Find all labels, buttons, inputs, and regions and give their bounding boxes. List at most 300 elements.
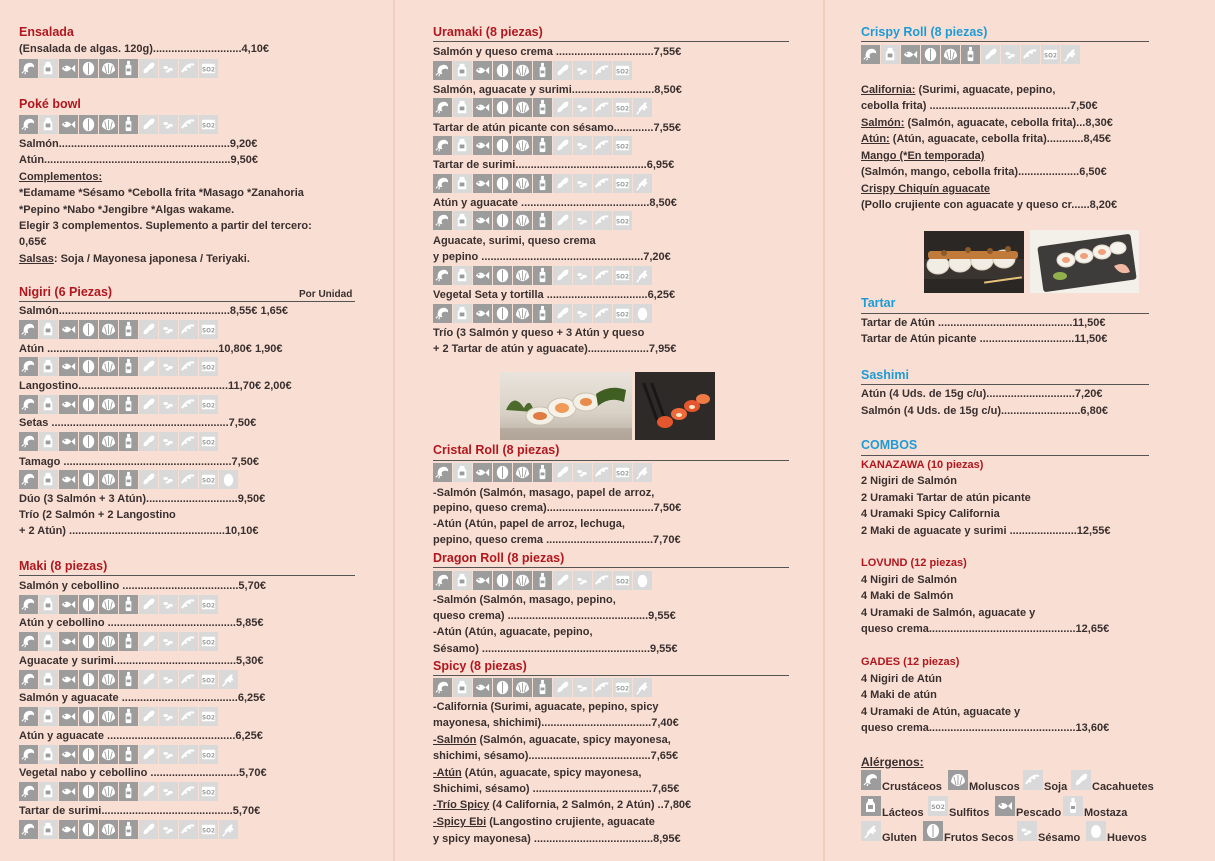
- pescado-icon: [473, 266, 492, 285]
- alergenos-title: Alérgenos:: [861, 755, 924, 769]
- allergen-icon-row: [433, 266, 652, 285]
- gluten-icon: [1061, 45, 1080, 64]
- complementos-text: 0,65€: [19, 236, 47, 248]
- frutos-secos-icon: [79, 470, 98, 489]
- menu-item: Trío (3 Salmón y queso + 3 Atún y queso: [433, 327, 645, 339]
- soja-icon: [179, 707, 198, 726]
- moluscos-icon: [99, 820, 118, 839]
- mostaza-icon: [119, 357, 138, 376]
- crispy-roll-photo: [924, 231, 1024, 293]
- mostaza-icon: [533, 304, 552, 323]
- mostaza-icon: [119, 395, 138, 414]
- complementos-text: *Edamame *Sésamo *Cebolla frita *Masago *Zanahoria: [19, 187, 304, 199]
- gluten-icon: [633, 463, 652, 482]
- soja-icon: [179, 59, 198, 78]
- moluscos-icon: [99, 470, 118, 489]
- crustaceos-icon: [19, 357, 38, 376]
- sesamo-icon: [159, 632, 178, 651]
- sulfitos-icon: [199, 632, 218, 651]
- combo-line: 4 Uramaki Spicy California: [861, 508, 1000, 520]
- moluscos-icon: [99, 115, 118, 134]
- sulfitos-icon: [613, 266, 632, 285]
- crustaceos-icon: [861, 770, 881, 790]
- sesamo-icon: [573, 136, 592, 155]
- soja-icon: [179, 432, 198, 451]
- crustaceos-icon: [433, 571, 452, 590]
- sushi-photo: [635, 372, 715, 440]
- soja-icon: [1021, 45, 1040, 64]
- frutos-secos-icon: [79, 632, 98, 651]
- menu-item: Aguacate, surimi, queso crema: [433, 235, 596, 247]
- moluscos-icon: [513, 304, 532, 323]
- allergen-icon-row: [433, 678, 652, 697]
- sulfitos-icon: [199, 820, 218, 839]
- mostaza-icon: [533, 463, 552, 482]
- cacahuetes-icon: [553, 61, 572, 80]
- svg-text:SO2: SO2: [202, 828, 215, 835]
- moluscos-icon: [99, 59, 118, 78]
- gluten-icon: [219, 670, 238, 689]
- divider: [433, 567, 789, 568]
- cacahuetes-icon: [139, 470, 158, 489]
- sesamo-icon: [159, 115, 178, 134]
- sesamo-icon: [1001, 45, 1020, 64]
- lacteos-icon: [453, 571, 472, 590]
- sesamo-icon: [573, 571, 592, 590]
- cacahuetes-icon: [139, 782, 158, 801]
- soja-icon: [593, 678, 612, 697]
- cacahuetes-icon: [139, 595, 158, 614]
- lacteos-icon: [39, 670, 58, 689]
- menu-item: Tartar de surimi...........................................6,95€: [433, 159, 675, 171]
- menu-item: y pepino .....................................................7,20€: [433, 251, 671, 263]
- gluten-icon: [633, 174, 652, 193]
- section-title-sashimi: Sashimi: [861, 368, 909, 382]
- allergen-icon-row: [19, 820, 238, 839]
- combo-line: 4 Uramaki de Salmón, aguacate y: [861, 607, 1036, 619]
- crustaceos-icon: [19, 707, 38, 726]
- menu-item: shichimi, sésamo)........................................7,65€: [433, 750, 679, 762]
- pescado-icon: [473, 678, 492, 697]
- menu-item: -Atún (Atún, aguacate, pepino,: [433, 626, 593, 638]
- combo-line: 2 Nigiri de Salmón: [861, 475, 957, 487]
- pescado-icon: [473, 463, 492, 482]
- sesamo-icon: [159, 320, 178, 339]
- soja-icon: [179, 595, 198, 614]
- menu-item: Atún ........................................................10,80€ 1,90€: [19, 343, 283, 355]
- mostaza-icon: [533, 266, 552, 285]
- sesamo-icon: [573, 61, 592, 80]
- legend-label: Sésamo: [1038, 832, 1081, 844]
- menu-item: -Salmón (Salmón, masago, papel de arroz,: [433, 487, 655, 499]
- lacteos-icon: [39, 357, 58, 376]
- menu-item: Vegetal Seta y tortilla .................................6,25€: [433, 289, 676, 301]
- mostaza-icon: [119, 115, 138, 134]
- moluscos-icon: [513, 136, 532, 155]
- crustaceos-icon: [19, 745, 38, 764]
- sesamo-icon: [159, 595, 178, 614]
- pescado-icon: [59, 782, 78, 801]
- menu-item: (Pollo crujiente con aguacate y queso cr......8,20€: [861, 199, 1118, 211]
- frutos-secos-icon: [493, 98, 512, 117]
- sulfitos-icon: [613, 463, 632, 482]
- svg-text:SO2: SO2: [202, 478, 215, 485]
- combo-title-lovund: LOVUND (12 piezas): [861, 557, 967, 569]
- allergen-icon-row: [19, 745, 218, 764]
- menu-item: Atún y aguacate ..........................................6,25€: [19, 730, 263, 742]
- menu-item: mayonesa, shichimi)....................................7,40€: [433, 717, 679, 729]
- menu-item: Tartar de atún picante con sésamo.............7,55€: [433, 122, 681, 134]
- legend-label: Lácteos: [882, 807, 924, 819]
- frutos-secos-icon: [493, 571, 512, 590]
- crustaceos-icon: [19, 115, 38, 134]
- pescado-icon: [59, 595, 78, 614]
- pescado-icon: [473, 174, 492, 193]
- frutos-secos-icon: [493, 61, 512, 80]
- svg-text:SO2: SO2: [616, 219, 629, 226]
- menu-item: -Salmón (Salmón, aguacate, spicy mayonesa,: [433, 734, 671, 746]
- frutos-secos-icon: [493, 266, 512, 285]
- sesamo-icon: [159, 59, 178, 78]
- frutos-secos-icon: [79, 115, 98, 134]
- menu-item: Atún (4 Uds. de 15g c/u).............................7,20€: [861, 388, 1103, 400]
- sulfitos-icon: [613, 98, 632, 117]
- menu-item: Tartar de Atún ............................................11,50€: [861, 317, 1106, 329]
- pescado-icon: [59, 115, 78, 134]
- crustaceos-icon: [433, 304, 452, 323]
- moluscos-icon: [513, 174, 532, 193]
- huevos-icon: [1086, 821, 1106, 841]
- lacteos-icon: [453, 678, 472, 697]
- moluscos-icon: [513, 266, 532, 285]
- svg-text:SO2: SO2: [616, 312, 629, 319]
- menu-item: Dúo (3 Salmón + 3 Atún)..............................9,50€: [19, 493, 266, 505]
- menu-item: + 2 Atún) ...................................................10,10€: [19, 525, 259, 537]
- allergen-icon-row: [433, 174, 652, 193]
- mostaza-icon: [119, 707, 138, 726]
- sulfitos-icon: [199, 59, 218, 78]
- sulfitos-icon: [199, 395, 218, 414]
- svg-text:SO2: SO2: [202, 365, 215, 372]
- crustaceos-icon: [433, 61, 452, 80]
- lacteos-icon: [453, 211, 472, 230]
- mostaza-icon: [533, 174, 552, 193]
- svg-text:SO2: SO2: [202, 715, 215, 722]
- pescado-icon: [59, 707, 78, 726]
- crustaceos-icon: [433, 678, 452, 697]
- svg-text:SO2: SO2: [202, 67, 215, 74]
- soja-icon: [179, 745, 198, 764]
- allergen-icon-row: [433, 463, 652, 482]
- svg-text:SO2: SO2: [202, 328, 215, 335]
- lacteos-icon: [861, 796, 881, 816]
- sesamo-icon: [573, 678, 592, 697]
- cacahuetes-icon: [139, 632, 158, 651]
- pescado-icon: [59, 432, 78, 451]
- sesamo-icon: [573, 266, 592, 285]
- mostaza-icon: [119, 632, 138, 651]
- cacahuetes-icon: [553, 304, 572, 323]
- pescado-icon: [995, 796, 1015, 816]
- legend-label: Pescado: [1016, 807, 1062, 819]
- complementos-text: Elegir 3 complementos. Suplemento a partir del tercero:: [19, 220, 312, 232]
- gluten-icon: [633, 98, 652, 117]
- section-title-cristal-roll: Cristal Roll (8 piezas): [433, 443, 560, 457]
- lacteos-icon: [39, 432, 58, 451]
- svg-text:SO2: SO2: [1044, 53, 1057, 60]
- menu-item: California: (Surimi, aguacate, pepino,: [861, 84, 1056, 96]
- moluscos-icon: [948, 770, 968, 790]
- pescado-icon: [59, 470, 78, 489]
- legend-label: Huevos: [1107, 832, 1147, 844]
- cacahuetes-icon: [981, 45, 1000, 64]
- pescado-icon: [473, 304, 492, 323]
- frutos-secos-icon: [79, 432, 98, 451]
- menu-item: -Atún (Atún, aguacate, spicy mayonesa,: [433, 767, 642, 779]
- sesamo-icon: [159, 470, 178, 489]
- menu-item: Atún.............................................................9,50€: [19, 154, 258, 166]
- cacahuetes-icon: [553, 98, 572, 117]
- crustaceos-icon: [19, 432, 38, 451]
- combo-line: 4 Nigiri de Salmón: [861, 574, 957, 586]
- allergen-icon-row: [19, 782, 218, 801]
- lacteos-icon: [453, 304, 472, 323]
- cacahuetes-icon: [553, 174, 572, 193]
- frutos-secos-icon: [79, 59, 98, 78]
- allergen-icon-row: [861, 45, 1080, 64]
- svg-text:SO2: SO2: [616, 144, 629, 151]
- mostaza-icon: [119, 745, 138, 764]
- menu-item: Aguacate y surimi........................................5,30€: [19, 655, 264, 667]
- sulfitos-icon: [199, 320, 218, 339]
- divider: [433, 460, 789, 461]
- sesamo-icon: [159, 395, 178, 414]
- pescado-icon: [59, 59, 78, 78]
- crustaceos-icon: [861, 45, 880, 64]
- mostaza-icon: [533, 136, 552, 155]
- cacahuetes-icon: [139, 115, 158, 134]
- sulfitos-icon: [199, 357, 218, 376]
- mostaza-icon: [119, 595, 138, 614]
- svg-text:SO2: SO2: [202, 603, 215, 610]
- sulfitos-icon: [613, 571, 632, 590]
- crustaceos-icon: [19, 632, 38, 651]
- soja-icon: [593, 174, 612, 193]
- menu-item: + 2 Tartar de atún y aguacate)....................7,95€: [433, 343, 677, 355]
- soja-icon: [593, 571, 612, 590]
- menu-item: Salmón........................................................9,20€: [19, 138, 258, 150]
- gluten-icon: [633, 678, 652, 697]
- menu-item: Salmón (4 Uds. de 15g c/u)..........................6,80€: [861, 405, 1108, 417]
- complementos-title: Complementos:: [19, 171, 103, 183]
- crustaceos-icon: [433, 174, 452, 193]
- cacahuetes-icon: [553, 678, 572, 697]
- menu-item: Salmón, aguacate y surimi...........................8,50€: [433, 84, 682, 96]
- sulfitos-icon: [613, 678, 632, 697]
- frutos-secos-icon: [921, 45, 940, 64]
- divider: [861, 313, 1149, 314]
- allergen-icon-row: [433, 211, 632, 230]
- sulfitos-icon: [613, 304, 632, 323]
- svg-text:SO2: SO2: [202, 123, 215, 130]
- moluscos-icon: [99, 357, 118, 376]
- sesamo-icon: [159, 707, 178, 726]
- soja-icon: [179, 782, 198, 801]
- sesamo-icon: [1017, 821, 1037, 841]
- menu-column-2: [433, 0, 789, 861]
- svg-text:SO2: SO2: [202, 640, 215, 647]
- crispy-roll-photo: [1030, 230, 1139, 293]
- pescado-icon: [59, 745, 78, 764]
- combo-line: 4 Maki de Salmón: [861, 590, 954, 602]
- lacteos-icon: [453, 61, 472, 80]
- section-title-combos: COMBOS: [861, 438, 918, 452]
- menu-item: Trío (2 Salmón + 2 Langostino: [19, 509, 176, 521]
- soja-icon: [179, 820, 198, 839]
- divider: [433, 41, 789, 42]
- svg-text:SO2: SO2: [202, 678, 215, 685]
- menu-item: Salmón........................................................8,55€ 1,65€: [19, 305, 288, 317]
- menu-item: (Ensalada de algas. 120g).............................4,10€: [19, 43, 270, 55]
- pescado-icon: [473, 571, 492, 590]
- sushi-photo: [500, 372, 632, 440]
- cacahuetes-icon: [139, 59, 158, 78]
- allergen-icon-row: [19, 115, 218, 134]
- legend-label: Sulfitos: [949, 807, 990, 819]
- moluscos-icon: [513, 571, 532, 590]
- column-divider: [393, 0, 395, 861]
- moluscos-icon: [513, 61, 532, 80]
- sulfitos-icon: [199, 470, 218, 489]
- moluscos-icon: [99, 395, 118, 414]
- mostaza-icon: [533, 211, 552, 230]
- soja-icon: [179, 470, 198, 489]
- mostaza-icon: [119, 59, 138, 78]
- divider: [433, 675, 789, 676]
- cacahuetes-icon: [139, 320, 158, 339]
- pescado-icon: [473, 98, 492, 117]
- moluscos-icon: [99, 670, 118, 689]
- menu-item: Shichimi, sésamo) .......................................7,65€: [433, 783, 680, 795]
- combo-line: queso crema................................................13,60€: [861, 722, 1110, 734]
- cacahuetes-icon: [139, 707, 158, 726]
- pescado-icon: [59, 632, 78, 651]
- allergen-icon-row: [19, 357, 218, 376]
- divider: [861, 384, 1149, 385]
- menu-item: -Atún (Atún, papel de arroz, lechuga,: [433, 518, 625, 530]
- menu-item: Atún y cebollino ..........................................5,85€: [19, 617, 264, 629]
- lacteos-icon: [39, 395, 58, 414]
- menu-item: Salmón: (Salmón, aguacate, cebolla frita)...8,30€: [861, 117, 1113, 129]
- soja-icon: [593, 463, 612, 482]
- pescado-icon: [473, 136, 492, 155]
- menu-item: Sésamo) .......................................................9,55€: [433, 643, 678, 655]
- svg-text:SO2: SO2: [616, 182, 629, 189]
- combo-line: 2 Uramaki Tartar de atún picante: [861, 492, 1031, 504]
- cacahuetes-icon: [1071, 770, 1091, 790]
- lacteos-icon: [39, 115, 58, 134]
- sesamo-icon: [573, 174, 592, 193]
- por-unidad-label: Por Unidad: [299, 289, 353, 300]
- allergen-icon-row: [19, 670, 238, 689]
- allergen-icon-row: [19, 395, 218, 414]
- moluscos-icon: [99, 432, 118, 451]
- cacahuetes-icon: [553, 571, 572, 590]
- crustaceos-icon: [19, 820, 38, 839]
- soja-icon: [593, 98, 612, 117]
- soja-icon: [593, 266, 612, 285]
- lacteos-icon: [453, 98, 472, 117]
- menu-item: Atún: (Atún, aguacate, cebolla frita)............8,45€: [861, 133, 1112, 145]
- pescado-icon: [59, 670, 78, 689]
- svg-text:SO2: SO2: [202, 440, 215, 447]
- sulfitos-icon: [199, 670, 218, 689]
- moluscos-icon: [513, 463, 532, 482]
- section-title-nigiri: Nigiri (6 Piezas): [19, 285, 113, 299]
- crustaceos-icon: [19, 320, 38, 339]
- menu-item: cebolla frita) ..............................................7,50€: [861, 100, 1098, 112]
- allergen-icon-row: [433, 61, 632, 80]
- sulfitos-icon: [199, 432, 218, 451]
- lacteos-icon: [39, 782, 58, 801]
- menu-item: Langostino.................................................11,70€ 2,00€: [19, 380, 292, 392]
- frutos-secos-icon: [923, 821, 943, 841]
- section-title-dragon-roll: Dragon Roll (8 piezas): [433, 551, 565, 565]
- sulfitos-icon: [613, 136, 632, 155]
- sulfitos-icon: [199, 707, 218, 726]
- mostaza-icon: [119, 470, 138, 489]
- sesamo-icon: [159, 670, 178, 689]
- mostaza-icon: [533, 678, 552, 697]
- sesamo-icon: [159, 782, 178, 801]
- legend-label: Frutos Secos: [944, 832, 1014, 844]
- allergen-icon-row: [19, 470, 238, 489]
- soja-icon: [1023, 770, 1043, 790]
- combo-line: queso crema................................................12,65€: [861, 623, 1110, 635]
- menu-item: pepino, queso crema ...................................7,70€: [433, 534, 681, 546]
- sulfitos-icon: [199, 782, 218, 801]
- allergen-icon-row: [19, 632, 218, 651]
- lacteos-icon: [39, 595, 58, 614]
- crustaceos-icon: [433, 463, 452, 482]
- menu-item: Salmón y cebollino ......................................5,70€: [19, 580, 266, 592]
- gluten-icon: [861, 821, 881, 841]
- allergen-icon-row: [19, 595, 218, 614]
- cacahuetes-icon: [553, 136, 572, 155]
- pescado-icon: [59, 395, 78, 414]
- moluscos-icon: [99, 320, 118, 339]
- frutos-secos-icon: [79, 670, 98, 689]
- crustaceos-icon: [433, 98, 452, 117]
- menu-item: Atún y aguacate ..........................................8,50€: [433, 197, 677, 209]
- frutos-secos-icon: [493, 304, 512, 323]
- legend-label: Moluscos: [969, 781, 1020, 793]
- frutos-secos-icon: [493, 463, 512, 482]
- crustaceos-icon: [19, 595, 38, 614]
- cacahuetes-icon: [553, 266, 572, 285]
- crustaceos-icon: [19, 782, 38, 801]
- gluten-icon: [219, 820, 238, 839]
- soja-icon: [179, 357, 198, 376]
- lacteos-icon: [39, 470, 58, 489]
- frutos-secos-icon: [79, 595, 98, 614]
- mostaza-icon: [119, 432, 138, 451]
- lacteos-icon: [881, 45, 900, 64]
- lacteos-icon: [39, 59, 58, 78]
- menu-item: Salmón y aguacate ......................................6,25€: [19, 692, 266, 704]
- lacteos-icon: [453, 174, 472, 193]
- section-title-crispy-roll: Crispy Roll (8 piezas): [861, 25, 988, 39]
